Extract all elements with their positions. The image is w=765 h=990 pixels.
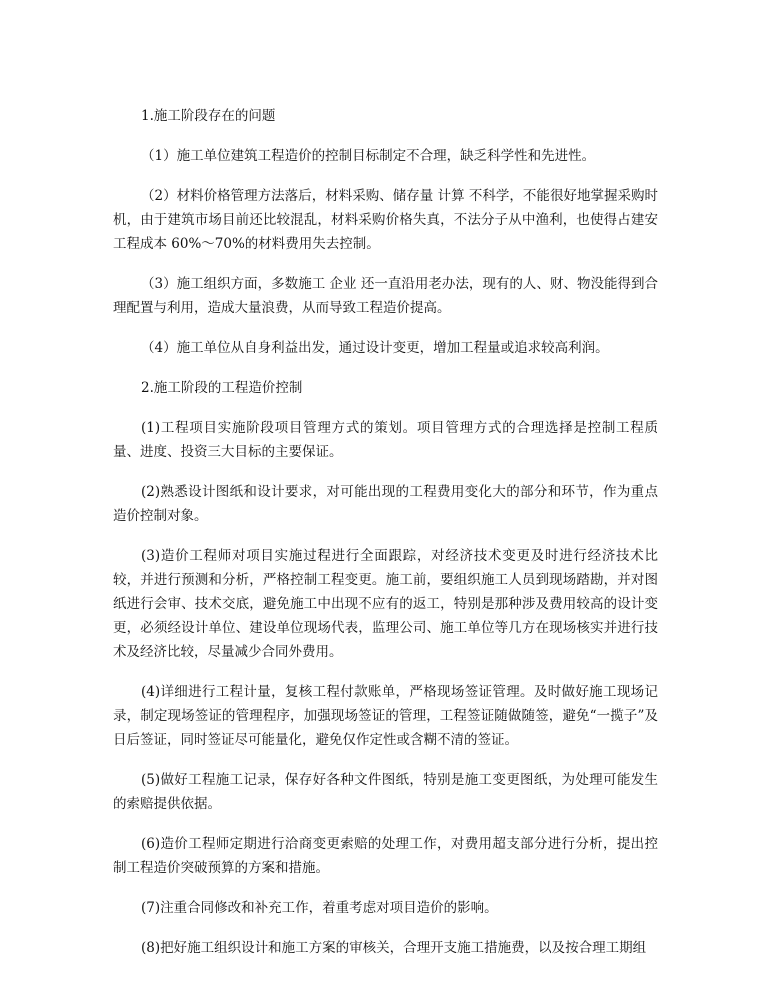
paragraph-2-8: (8)把好施工组织设计和施工方案的审核关，合理开支施工措施费，以及按合理工期组 bbox=[141, 940, 647, 956]
paragraph-2-1: (1)工程项目实施阶段项目管理方式的策划。项目管理方式的合理选择是控制工程质量、进度、投资三大目标的主要保证。 bbox=[113, 420, 658, 460]
paragraph-1-4: （4）施工单位从自身利益出发，通过设计变更，增加工程量或追求较高利润。 bbox=[141, 340, 609, 356]
paragraph-2-2: (2)熟悉设计图纸和设计要求，对可能出现的工程费用变化大的部分和环节，作为重点造价控制对象。 bbox=[113, 484, 658, 524]
paragraph-2-6: (6)造价工程师定期进行洽商变更索赔的处理工作，对费用超支部分进行分析，提出控制工程造价突破预算的方案和措施。 bbox=[113, 836, 658, 876]
paragraph-2-4: (4)详细进行工程计量，复核工程付款账单，严格现场签证管理。及时做好施工现场记录，制定现场签证的管理程序，加强现场签证的管理，工程签证随做随签，避免“一揽子”及日后签证，同时签证尽可能量化，避免仅作定性或含糊不清的签证。 bbox=[113, 684, 658, 748]
section-heading-1: 1.施工阶段存在的问题 bbox=[141, 108, 276, 124]
paragraph-2-3: (3)造价工程师对项目实施过程进行全面跟踪，对经济技术变更及时进行经济技术比较，并进行预测和分析，严格控制工程变更。施工前，要组织施工人员到现场踏勘，并对图纸进行会审、技术交底，避免施工中出现不应有的返工，特别是那种涉及费用较高的设计变更，必须经设计单位、建设单位现场代表，监理公司、施工单位等几方在现场核实并进行技术及经济比较，尽量减少合同外费用。 bbox=[113, 548, 658, 660]
paragraph-1-2: （2）材料价格管理方法落后，材料采购、储存量 计算 不科学，不能很好地掌握采购时机，由于建筑市场目前还比较混乱，材料采购价格失真，不法分子从中渔利，也使得占建安工程成本 60%～70%的材料费用失去控制。 bbox=[113, 188, 658, 252]
section-heading-2: 2.施工阶段的工程造价控制 bbox=[141, 380, 303, 396]
paragraph-2-5: (5)做好工程施工记录，保存好各种文件图纸，特别是施工变更图纸，为处理可能发生的索赔提供依据。 bbox=[113, 772, 658, 812]
paragraph-2-7: (7)注重合同修改和补充工作，着重考虑对项目造价的影响。 bbox=[141, 900, 498, 916]
paragraph-1-3: （3）施工组织方面，多数施工 企业 还一直沿用老办法，现有的人、财、物没能得到合理配置与利用，造成大量浪费，从而导致工程造价提高。 bbox=[113, 276, 658, 316]
paragraph-1-1: （1）施工单位建筑工程造价的控制目标制定不合理，缺乏科学性和先进性。 bbox=[141, 148, 596, 164]
document-body bbox=[113, 104, 658, 960]
